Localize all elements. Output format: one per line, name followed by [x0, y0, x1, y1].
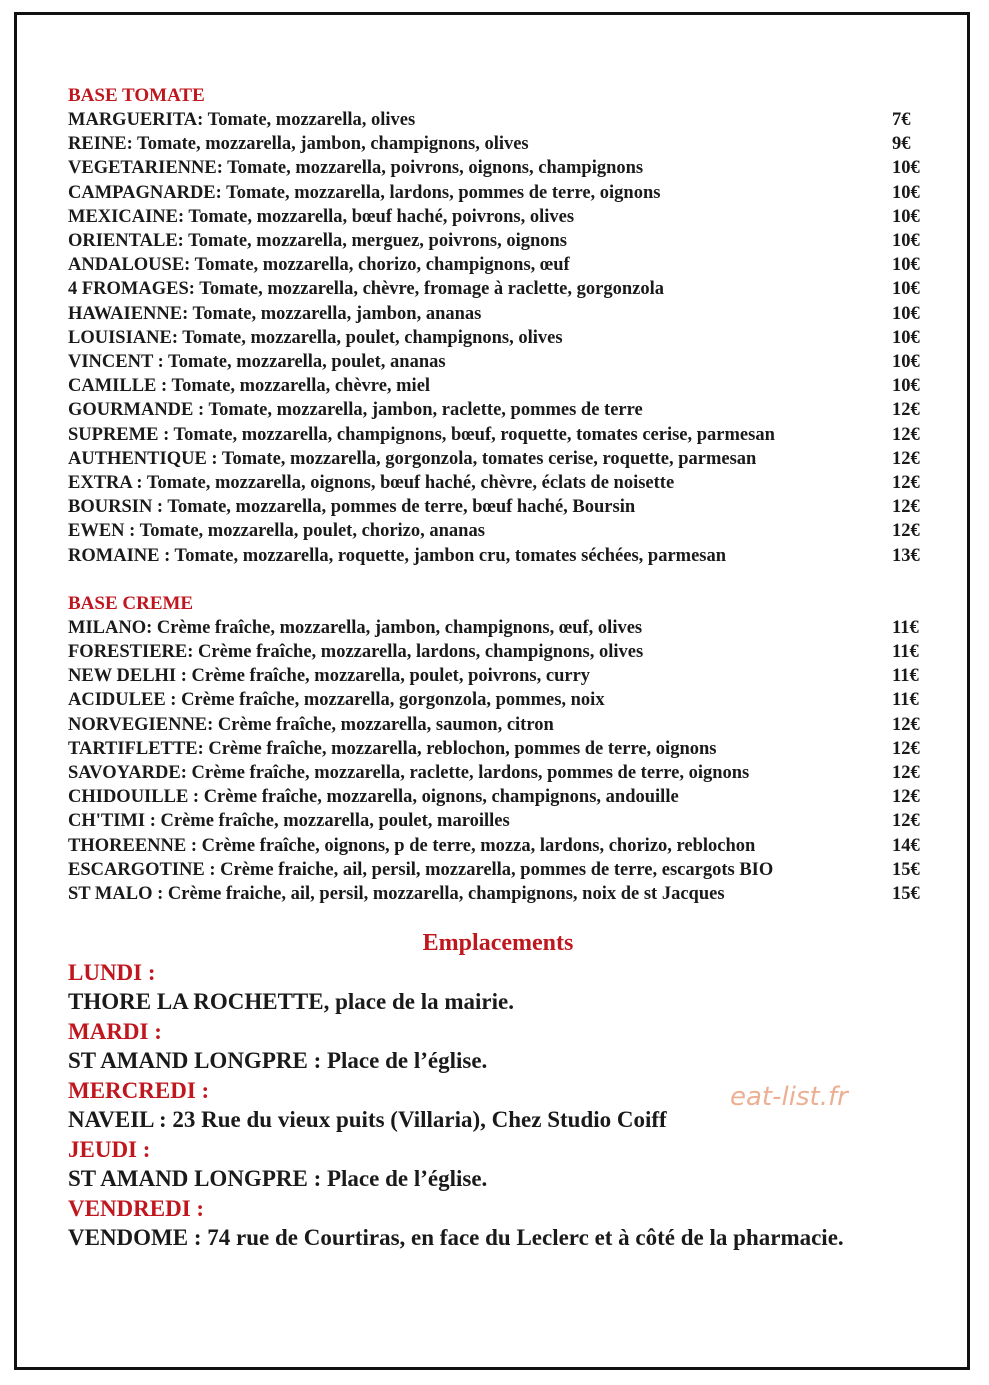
menu-item — [68, 664, 928, 688]
menu-item-description: THOREENNE : Crème fraîche, oignons, p de terre, mozza, lardons, chorizo, reblochon — [68, 835, 756, 856]
menu-item-price: 11€ — [892, 642, 919, 663]
locations-title: Emplacements — [422, 930, 574, 957]
menu-item-price: 10€ — [892, 231, 920, 252]
menu-item — [68, 350, 928, 374]
menu-item — [68, 447, 928, 471]
location-place: ST AMAND LONGPRE : Place de l’église. — [68, 1048, 488, 1074]
location-day: JEUDI : — [68, 1137, 151, 1163]
menu-item — [68, 858, 928, 882]
menu-item-description: GOURMANDE : Tomate, mozzarella, jambon, raclette, pommes de terre — [68, 400, 643, 421]
watermark: eat-list.fr — [730, 1082, 848, 1112]
menu-item-price: 10€ — [892, 352, 920, 373]
menu-item — [68, 640, 928, 664]
location-place: NAVEIL : 23 Rue du vieux puits (Villaria), Chez Studio Coiff — [68, 1107, 667, 1133]
menu-item-description: BOURSIN : Tomate, mozzarella, pommes de terre, bœuf haché, Boursin — [68, 497, 636, 518]
menu-item-price: 10€ — [892, 158, 920, 179]
menu-item — [68, 205, 928, 229]
location-place: THORE LA ROCHETTE, place de la mairie. — [68, 989, 514, 1015]
menu-item-description: REINE: Tomate, mozzarella, jambon, champignons, olives — [68, 134, 529, 155]
menu-item — [68, 277, 928, 301]
menu-item — [68, 398, 928, 422]
menu-item — [68, 374, 928, 398]
menu-item-price: 12€ — [892, 497, 920, 518]
menu-item-price: 10€ — [892, 255, 920, 276]
menu-item-price: 12€ — [892, 787, 920, 808]
location-place: ST AMAND LONGPRE : Place de l’église. — [68, 1166, 488, 1192]
menu-item-price: 12€ — [892, 811, 920, 832]
menu-item — [68, 737, 928, 761]
menu-item-description: TARTIFLETTE: Crème fraîche, mozzarella, reblochon, pommes de terre, oignons — [68, 738, 717, 759]
menu-item-description: VINCENT : Tomate, mozzarella, poulet, ananas — [68, 352, 446, 373]
menu-item-price: 12€ — [892, 473, 920, 494]
menu-item-description: ORIENTALE: Tomate, mozzarella, merguez, poivrons, oignons — [68, 231, 567, 252]
menu-item-description: ACIDULEE : Crème fraîche, mozzarella, gorgonzola, pommes, noix — [68, 690, 605, 711]
menu-item-description: NEW DELHI : Crème fraîche, mozzarella, poulet, poivrons, curry — [68, 666, 591, 687]
menu-item-price: 12€ — [892, 400, 920, 421]
menu-item — [68, 785, 928, 809]
menu-item-price: 12€ — [892, 448, 920, 469]
tomate-pizza-list — [68, 108, 928, 568]
menu-item-price: 11€ — [892, 666, 919, 687]
menu-item — [68, 302, 928, 326]
location-day: LUNDI : — [68, 960, 156, 986]
menu-item-description: CAMILLE : Tomate, mozzarella, chèvre, miel — [68, 376, 431, 397]
menu-item-description: EWEN : Tomate, mozzarella, poulet, chorizo, ananas — [68, 521, 485, 542]
menu-item-price: 12€ — [892, 714, 920, 735]
menu-item-price: 10€ — [892, 376, 920, 397]
menu-item-description: NORVEGIENNE: Crème fraîche, mozzarella, saumon, citron — [68, 714, 554, 735]
location-day: VENDREDI : — [68, 1196, 205, 1222]
menu-item-description: AUTHENTIQUE : Tomate, mozzarella, gorgonzola, tomates cerise, roquette, parmesan — [68, 448, 757, 469]
menu-item-description: FORESTIERE: Crème fraîche, mozzarella, lardons, champignons, olives — [68, 642, 644, 663]
location-place: VENDOME : 74 rue de Courtiras, en face du Leclerc et à côté de la pharmacie. — [68, 1225, 844, 1251]
menu-item-description: CAMPAGNARDE: Tomate, mozzarella, lardons, pommes de terre, oignons — [68, 182, 661, 203]
creme-pizza-list — [68, 616, 928, 906]
menu-item-price: 15€ — [892, 859, 920, 880]
menu-item-description: MEXICAINE: Tomate, mozzarella, bœuf haché, poivrons, olives — [68, 206, 575, 227]
menu-item — [68, 253, 928, 277]
menu-item — [68, 544, 928, 568]
menu-item-description: 4 FROMAGES: Tomate, mozzarella, chèvre, fromage à raclette, gorgonzola — [68, 279, 664, 300]
location-day: MARDI : — [68, 1019, 162, 1045]
menu-item-description: ROMAINE : Tomate, mozzarella, roquette, jambon cru, tomates séchées, parmesan — [68, 545, 727, 566]
menu-item-description: SUPREME : Tomate, mozzarella, champignons, bœuf, roquette, tomates cerise, parmesan — [68, 424, 775, 445]
menu-item-description: LOUISIANE: Tomate, mozzarella, poulet, champignons, olives — [68, 327, 563, 348]
menu-item — [68, 713, 928, 737]
menu-item-price: 10€ — [892, 206, 920, 227]
menu-item — [68, 688, 928, 712]
menu-item-price: 10€ — [892, 303, 920, 324]
menu-item — [68, 156, 928, 180]
menu-item-description: HAWAIENNE: Tomate, mozzarella, jambon, ananas — [68, 303, 482, 324]
menu-content — [68, 84, 928, 1253]
menu-item-price: 11€ — [892, 690, 919, 711]
menu-item-description: CH'TIMI : Crème fraîche, mozzarella, poulet, maroilles — [68, 811, 510, 832]
menu-item — [68, 423, 928, 447]
menu-item — [68, 809, 928, 833]
menu-item-price: 15€ — [892, 884, 920, 905]
menu-item — [68, 882, 928, 906]
menu-item — [68, 616, 928, 640]
location-day: MERCREDI : — [68, 1078, 210, 1104]
menu-item — [68, 761, 928, 785]
menu-item-price: 7€ — [892, 110, 911, 130]
menu-item-price: 12€ — [892, 521, 920, 542]
menu-item-description: ANDALOUSE: Tomate, mozzarella, chorizo, champignons, œuf — [68, 255, 570, 276]
menu-item-price: 10€ — [892, 327, 920, 348]
menu-item — [68, 471, 928, 495]
menu-item-price: 12€ — [892, 763, 920, 784]
menu-item — [68, 495, 928, 519]
menu-item-price: 11€ — [892, 617, 919, 638]
menu-item-price: 10€ — [892, 279, 920, 300]
section-title-creme: BASE CREME — [68, 592, 194, 614]
menu-item — [68, 229, 928, 253]
menu-item — [68, 181, 928, 205]
menu-item-price: 14€ — [892, 835, 920, 856]
menu-item-description: MILANO: Crème fraîche, mozzarella, jambon, champignons, œuf, olives — [68, 617, 643, 638]
menu-item-description: EXTRA : Tomate, mozzarella, oignons, bœuf haché, chèvre, éclats de noisette — [68, 473, 675, 494]
menu-item-price: 9€ — [892, 134, 911, 155]
menu-item — [68, 326, 928, 350]
menu-item-price: 12€ — [892, 738, 920, 759]
menu-item-price: 13€ — [892, 545, 920, 566]
menu-item-description: MARGUERITA: Tomate, mozzarella, olives — [68, 110, 416, 130]
menu-item-description: ESCARGOTINE : Crème fraiche, ail, persil, mozzarella, pommes de terre, escargots BIO — [68, 859, 774, 880]
menu-item-price: 10€ — [892, 182, 920, 203]
menu-item — [68, 519, 928, 543]
menu-item — [68, 834, 928, 858]
menu-item-description: ST MALO : Crème fraiche, ail, persil, mozzarella, champignons, noix de st Jacques — [68, 884, 725, 905]
section-title-tomate: BASE TOMATE — [68, 85, 205, 106]
menu-item-description: VEGETARIENNE: Tomate, mozzarella, poivrons, oignons, champignons — [68, 158, 644, 179]
menu-item-price: 12€ — [892, 424, 920, 445]
menu-item-description: SAVOYARDE: Crème fraîche, mozzarella, raclette, lardons, pommes de terre, oignons — [68, 763, 750, 784]
menu-item-description: CHIDOUILLE : Crème fraîche, mozzarella, oignons, champignons, andouille — [68, 787, 679, 808]
menu-item — [68, 132, 928, 156]
menu-item — [68, 108, 928, 132]
